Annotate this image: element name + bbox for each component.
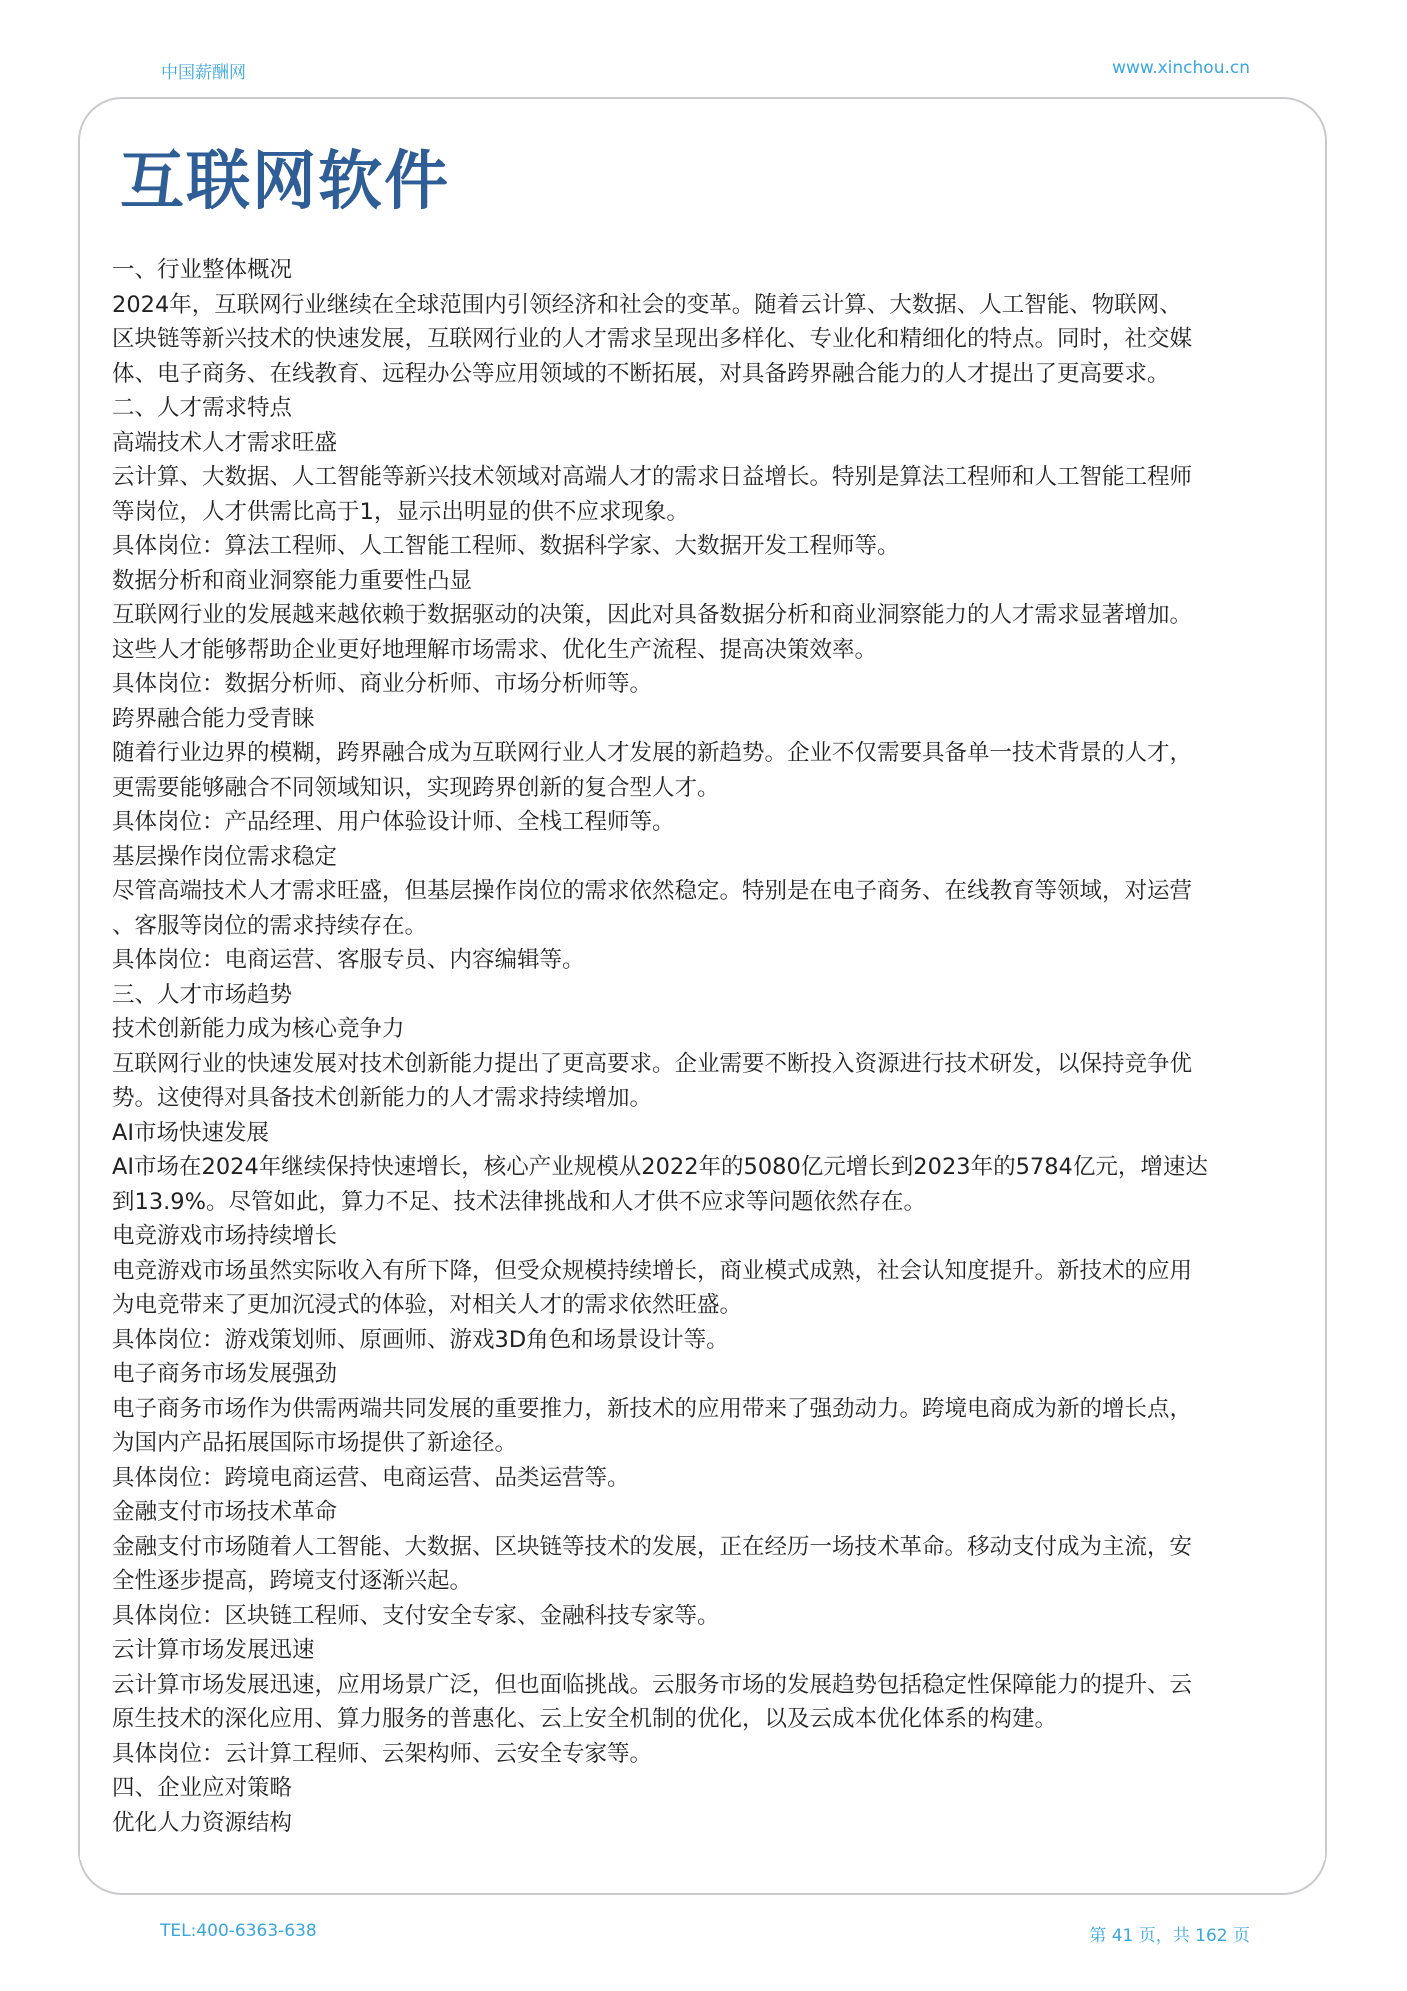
text-line: 尽管高端技术人才需求旺盛，但基层操作岗位的需求依然稳定。特别是在电子商务、在线教育等领域，对运营: [112, 878, 1193, 904]
text-line: 具体岗位：电商运营、客服专员、内容编辑等。: [112, 947, 585, 973]
text-line: 数据分析和商业洞察能力重要性凸显: [112, 567, 473, 594]
text-line: 势。这使得对具备技术创新能力的人才需求持续增加。: [112, 1085, 653, 1111]
text-line: 云计算、大数据、人工智能等新兴技术领域对高端人才的需求日益增长。特别是算法工程师和人工智能工程师: [112, 464, 1193, 490]
text-line: 云计算市场发展迅速: [112, 1637, 315, 1663]
text-line: 具体岗位：跨境电商运营、电商运营、品类运营等。: [112, 1464, 630, 1491]
text-line: 全性逐步提高，跨境支付逐渐兴起。: [112, 1568, 473, 1594]
text-line: AI市场快速发展: [112, 1119, 270, 1146]
text-line: 具体岗位：云计算工程师、云架构师、云安全专家等。: [112, 1740, 653, 1767]
text-line: 高端技术人才需求旺盛: [112, 429, 338, 456]
text-line: 为电竞带来了更加沉浸式的体验，对相关人才的需求依然旺盛。: [112, 1292, 743, 1318]
text-line: 具体岗位：产品经理、用户体验设计师、全栈工程师等。: [112, 809, 675, 835]
body-text: [112, 253, 1300, 1858]
text-line: 金融支付市场随着人工智能、大数据、区块链等技术的发展，正在经历一场技术革命。移动支付成为主流，安: [112, 1533, 1193, 1560]
text-line: 体、电子商务、在线教育、远程办公等应用领域的不断拓展，对具备跨界融合能力的人才提出了更高要求。: [112, 360, 1170, 387]
text-line: 随着行业边界的模糊，跨界融合成为互联网行业人才发展的新趋势。企业不仅需要具备单一技术背景的人才，: [112, 740, 1193, 766]
header-url[interactable]: www.xinchou.cn: [1112, 58, 1250, 78]
text-line: 等岗位，人才供需比高于1，显示出明显的供不应求现象。: [112, 498, 689, 525]
text-line: 互联网行业的快速发展对技术创新能力提出了更高要求。企业需要不断投入资源进行技术研发，以保持竞争优: [112, 1050, 1193, 1077]
text-line: 二、人才需求特点: [112, 395, 293, 421]
text-line: 电竞游戏市场持续增长: [112, 1223, 338, 1249]
text-line: 更需要能够融合不同领域知识，实现跨界创新的复合型人才。: [112, 774, 720, 801]
text-line: 技术创新能力成为核心竞争力: [112, 1016, 405, 1042]
text-line: 原生技术的深化应用、算力服务的普惠化、云上安全机制的优化，以及云成本优化体系的构建。: [112, 1706, 1058, 1732]
text-line: 一、行业整体概况: [112, 257, 293, 283]
text-line: 具体岗位：游戏策划师、原画师、游戏3D角色和场景设计等。: [112, 1326, 729, 1353]
text-line: 、客服等岗位的需求持续存在。: [112, 912, 428, 939]
text-line: 具体岗位：算法工程师、人工智能工程师、数据科学家、大数据开发工程师等。: [112, 533, 900, 559]
text-line: 跨界融合能力受青睐: [112, 705, 315, 732]
text-line: 电子商务市场作为供需两端共同发展的重要推力，新技术的应用带来了强劲动力。跨境电商成为新的增长点，: [112, 1395, 1193, 1422]
text-line: 2024年，互联网行业继续在全球范围内引领经济和社会的变革。随着云计算、大数据、人工智能、物联网、: [112, 291, 1182, 318]
text-line: 四、企业应对策略: [112, 1775, 293, 1801]
text-line: AI市场在2024年继续保持快速增长，核心产业规模从2022年的5080亿元增长到2023年的5784亿元，增速达: [112, 1154, 1208, 1180]
footer-tel: TEL:400-6363-638: [160, 1921, 317, 1941]
footer-page-number: 第 41 页，共 162 页: [1089, 1926, 1250, 1946]
text-line: 电子商务市场发展强劲: [112, 1361, 338, 1387]
text-line: 电竞游戏市场虽然实际收入有所下降，但受众规模持续增长，商业模式成熟，社会认知度提升。新技术的应用: [112, 1257, 1193, 1284]
text-line: 三、人才市场趋势: [112, 981, 293, 1008]
text-line: 金融支付市场技术革命: [112, 1499, 338, 1525]
header-brand: 中国薪酬网: [161, 63, 246, 83]
text-line: 优化人力资源结构: [112, 1809, 293, 1836]
text-line: 具体岗位：区块链工程师、支付安全专家、金融科技专家等。: [112, 1602, 720, 1629]
text-line: 区块链等新兴技术的快速发展，互联网行业的人才需求呈现出多样化、专业化和精细化的特点。同时，社交媒: [112, 326, 1193, 352]
text-line: 为国内产品拓展国际市场提供了新途径。: [112, 1430, 518, 1456]
page-title: 互联网软件: [120, 145, 450, 219]
text-line: 到13.9%。尽管如此，算力不足、技术法律挑战和人才供不应求等问题依然存在。: [112, 1188, 926, 1215]
text-line: 云计算市场发展迅速，应用场景广泛，但也面临挑战。云服务市场的发展趋势包括稳定性保障能力的提升、云: [112, 1671, 1193, 1698]
text-line: 基层操作岗位需求稳定: [112, 843, 338, 870]
text-line: 互联网行业的发展越来越依赖于数据驱动的决策，因此对具备数据分析和商业洞察能力的人才需求显著增加。: [112, 602, 1193, 628]
text-fade: [80, 1836, 1325, 1860]
text-line: 具体岗位：数据分析师、商业分析师、市场分析师等。: [112, 671, 653, 697]
text-line: 这些人才能够帮助企业更好地理解市场需求、优化生产流程、提高决策效率。: [112, 636, 878, 663]
